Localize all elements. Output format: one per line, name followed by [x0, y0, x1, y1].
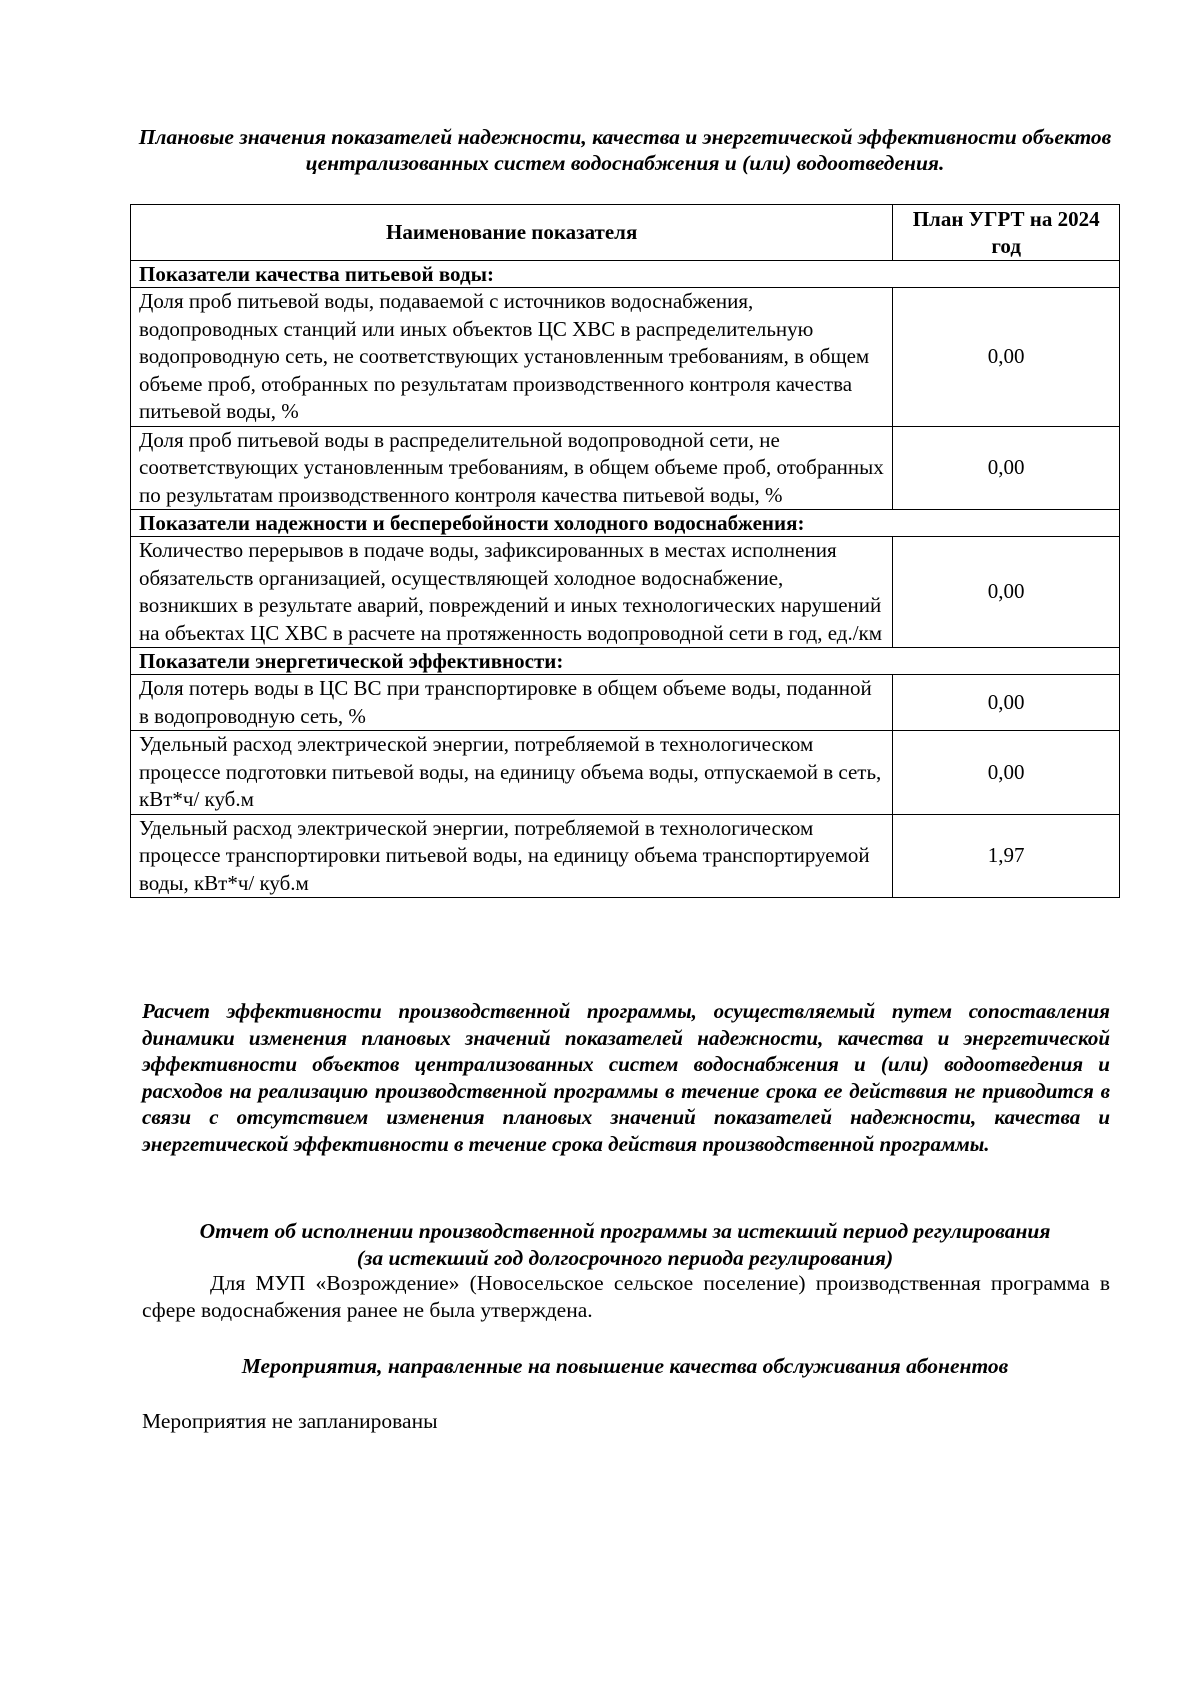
indicator-value: 0,00 — [893, 731, 1120, 815]
indicators-table — [130, 204, 1120, 898]
column-header-name: Наименование показателя — [131, 205, 893, 261]
section-row-reliability — [131, 510, 1120, 537]
report-text: Для МУП «Возрождение» (Новосельское сельское поселение) производственная программа в сфере водоснабжения ранее не была утверждена. — [142, 1271, 1110, 1322]
table-row — [131, 537, 1120, 648]
measures-title: Мероприятия, направленные на повышение качества обслуживания абонентов — [241, 1354, 1009, 1378]
indicator-name: Доля проб питьевой воды в распределительной водопроводной сети, не соответствующих установленным требованиям, в общем объеме проб, отобранных по результатам производственного контроля качества питьевой воды, % — [131, 426, 893, 510]
indicator-name: Доля проб питьевой воды, подаваемой с источников водоснабжения, водопроводных станций или иных объектов ЦС ХВС в распределительную водопроводную сеть, не соответствующих установленным требованиям, в общем объеме проб, отобранных по результатам производственного контроля качества питьевой воды, % — [131, 288, 893, 427]
indicator-name: Количество перерывов в подаче воды, зафиксированных в местах исполнения обязательств организацией, осуществляющей холодное водоснабжение, возникших в результате аварий, повреждений и иных технологических нарушений на объектах ЦС ХВС в расчете на протяженность водопроводной сети в год, ед./км — [131, 537, 893, 648]
indicator-value: 0,00 — [893, 675, 1120, 731]
efficiency-paragraph: Расчет эффективности производственной программы, осуществляемый путем сопоставления динамики изменения плановых значений показателей надежности, качества и энергетической эффективности объектов централизованных систем водоснабжения и (или) водоотведения и расходов на реализацию производственной программы в течение срока ее действвия не приводится в связи с отсутствием изменения плановых значений показателей надежности, качества и энергетической эффективности в течение срока действия производственной программы. — [142, 999, 1110, 1156]
indicator-value: 0,00 — [893, 288, 1120, 427]
table-row — [131, 426, 1120, 510]
section-row-energy — [131, 648, 1120, 675]
report-title — [130, 1218, 1120, 1272]
indicator-name: Удельный расход электрической энергии, потребляемой в технологическом процессе транспортировки питьевой воды, на единицу объема транспортируемой воды, кВт*ч/ куб.м — [131, 814, 893, 898]
column-header-plan: План УГРТ на 2024 год — [893, 205, 1120, 261]
indicator-value: 1,97 — [893, 814, 1120, 898]
section-row-quality — [131, 261, 1120, 288]
section-title: Показатели энергетической эффективности: — [131, 648, 1120, 675]
section-title: Показатели надежности и бесперебойности холодного водоснабжения: — [131, 510, 1120, 537]
indicator-name: Доля потерь воды в ЦС ВС при транспортировке в общем объеме воды, поданной в водопроводную сеть, % — [131, 675, 893, 731]
report-title-line1: Отчет об исполнении производственной программы за истекший период регулирования — [199, 1219, 1051, 1243]
indicator-value: 0,00 — [893, 537, 1120, 648]
table-row — [131, 288, 1120, 427]
section-title: Показатели качества питьевой воды: — [131, 261, 1120, 288]
indicator-name: Удельный расход электрической энергии, потребляемой в технологическом процессе подготовки питьевой воды, на единицу объема воды, отпускаемой в сеть, кВт*ч/ куб.м — [131, 731, 893, 815]
table-header-row — [131, 205, 1120, 261]
document-title: Плановые значения показателей надежности, качества и энергетической эффективности объектов централизованных систем водоснабжения и (или) водоотведения. — [138, 125, 1112, 175]
report-title-line2: (за истекший год долгосрочного периода регулирования) — [356, 1246, 894, 1270]
table-row — [131, 814, 1120, 898]
measures-text: Мероприятия не запланированы — [142, 1409, 438, 1433]
table-row — [131, 731, 1120, 815]
table-row — [131, 675, 1120, 731]
indicator-value: 0,00 — [893, 426, 1120, 510]
